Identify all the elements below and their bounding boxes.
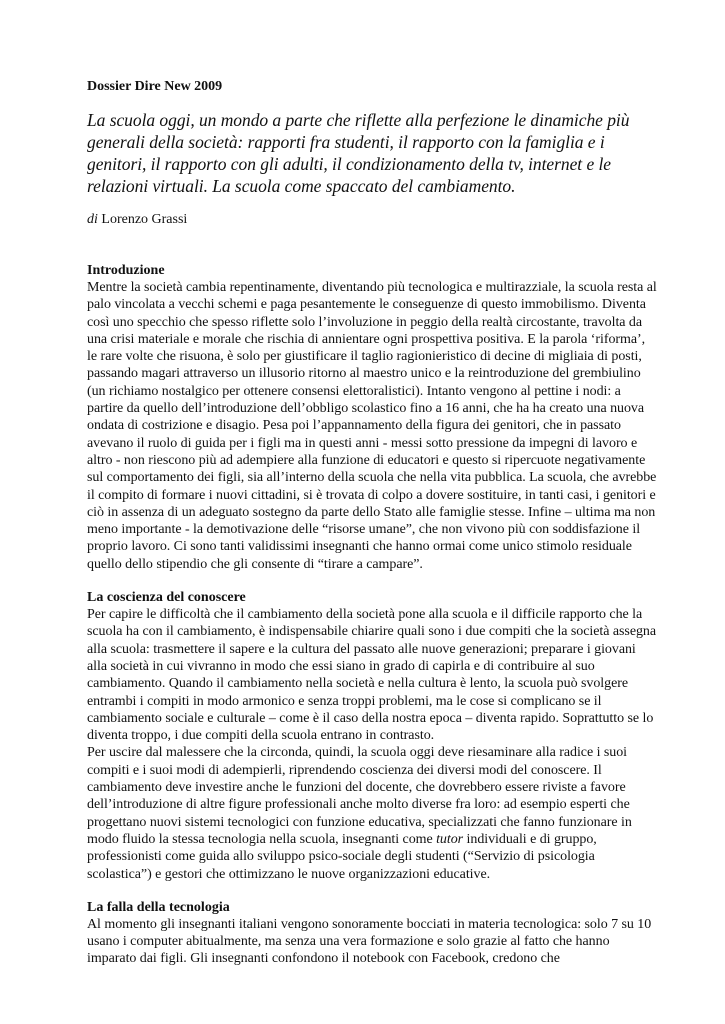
section-introduzione xyxy=(87,262,657,573)
byline xyxy=(87,211,657,228)
section-title: La falla della tecnologia xyxy=(87,899,230,915)
section-falla-della-tecnologia xyxy=(87,899,657,968)
section-title: Introduzione xyxy=(87,263,165,278)
paragraph: Per capire le difficoltà che il cambiamento della società pone alla scuola e il difficile rapporto che la scuola ha con il cambiamento, è indispensabile chiarire quali sono i due compiti che la società assegna alla scuola: trasmettere il sapere e la cultura del passato alle nuove generazioni; preparare i giovani alla società in cui vivranno in modo che essi siano in grado di capirla e di contribuire al suo cambiamento. Quando il cambiamento nella società e nella cultura è lento, la scuola può svolgere entrambi i compiti in modo armonico e senza troppi problemi, ma le cose si complicano se il cambiamento sociale e culturale – come è il caso della nostra epoca – diventa rapido. Soprattutto se lo diventa troppo, i due compiti della scuola entrano in contrasto. xyxy=(87,607,657,744)
byline-prefix: di xyxy=(87,212,98,227)
paragraph: Al momento gli insegnanti italiani vengono sonoramente bocciati in materia tecnologica: solo 7 su 10 usano i computer abitualmente, ma senza una vera formazione e solo grazie al fatto che hanno imparato dai figli. Gli insegnanti confondono il notebook con Facebook, credono che xyxy=(87,916,652,967)
section-coscienza-del-conoscere xyxy=(87,589,657,883)
article-subtitle: La scuola oggi, un mondo a parte che riflette alla perfezione le dinamiche più generali della società: rapporti fra studenti, il rapporto con la famiglia e i genitori, il rapporto con gli adulti, il condizionamento della tv, internet e le relazioni virtuali. La scuola come spaccato del cambiamento. xyxy=(87,110,630,196)
document-page xyxy=(87,78,657,968)
author-name: Lorenzo Grassi xyxy=(101,212,188,227)
paragraph xyxy=(87,744,657,882)
paragraph-text: individuali e di gruppo, professionisti come guida allo sviluppo psico-sociale degli studenti (“Servizio di psicologia scolastica”) e gestori che ottimizzano le nuove organizzazioni educative. xyxy=(87,831,597,882)
section-title: La coscienza del conoscere xyxy=(87,590,246,606)
emphasis-tutor: tutor xyxy=(436,831,464,847)
paragraph-text: Per uscire dal malessere che la circonda, quindi, la scuola oggi deve riesaminare alla radice i suoi compiti e i suoi modi di adempierli, riprendendo coscienza dei diversi modi del conoscere. Il cambiamento deve investire anche le funzioni del docente, che dovrebbero essere riviste a favore dell’introduzione di altre figure professionali anche molto diverse fra loro: ad esempio esperti che progettano nuovi sistemi tecnologici con funzione educativa, specializzati che fanno funzionare in modo fluido la stessa tecnologia nella scuola, insegnanti come xyxy=(87,745,632,847)
document-header: Dossier Dire New 2009 xyxy=(87,79,223,94)
paragraph: Mentre la società cambia repentinamente, diventando più tecnologica e multirazziale, la scuola resta al palo vincolata a vecchi schemi e paga pesantemente le conseguenze di questo immobilismo. Diventa così uno specchio che spesso riflette solo l’involuzione in peggio della realtà circostante, travolta da una crisi materiale e morale che rischia di annientare ogni prospettiva positiva. E la parola ‘riforma’, le rare volte che risuona, è solo per giustificare il taglio ragionieristico di decine di migliaia di posti, passando magari attraverso un illusorio ritorno al maestro unico e la reintroduzione del grembiulino (un richiamo nostalgico per ottenere consensi elettoralistici). Intanto vengono al pettine i nodi: a partire da quello dell’introduzione dell’obbligo scolastico fino a 16 anni, che ha ha creato una nuova ondata di costrizione e disagio. Pesa poi l’appannamento della figura dei genitori, che in passato avevano il ruolo di guida per i figli ma in questi anni - messi sotto pressione da impegni di lavoro e altro - non riescono più ad adempiere alla funzione di educatori e questo si ripercuote negativamente sul comportamento dei figli, sia all’interno della scuola che nella vita pubblica. La scuola, che avrebbe il compito di formare i nuovi cittadini, si è trovata di colpo a dovere sostituire, in tanti casi, i genitori e ciò in assenza di un adeguato sostegno da parte dello Stato alle famiglie stesse. Infine – ultima ma non meno importante - la demotivazione delle “risorse umane”, che non vivono più con soddisfazione il proprio lavoro. Ci sono tanti validissimi insegnanti che hanno ormai come unico stimolo residuale quello dello stipendio che gli consente di “tirare a campare”. xyxy=(87,280,657,572)
